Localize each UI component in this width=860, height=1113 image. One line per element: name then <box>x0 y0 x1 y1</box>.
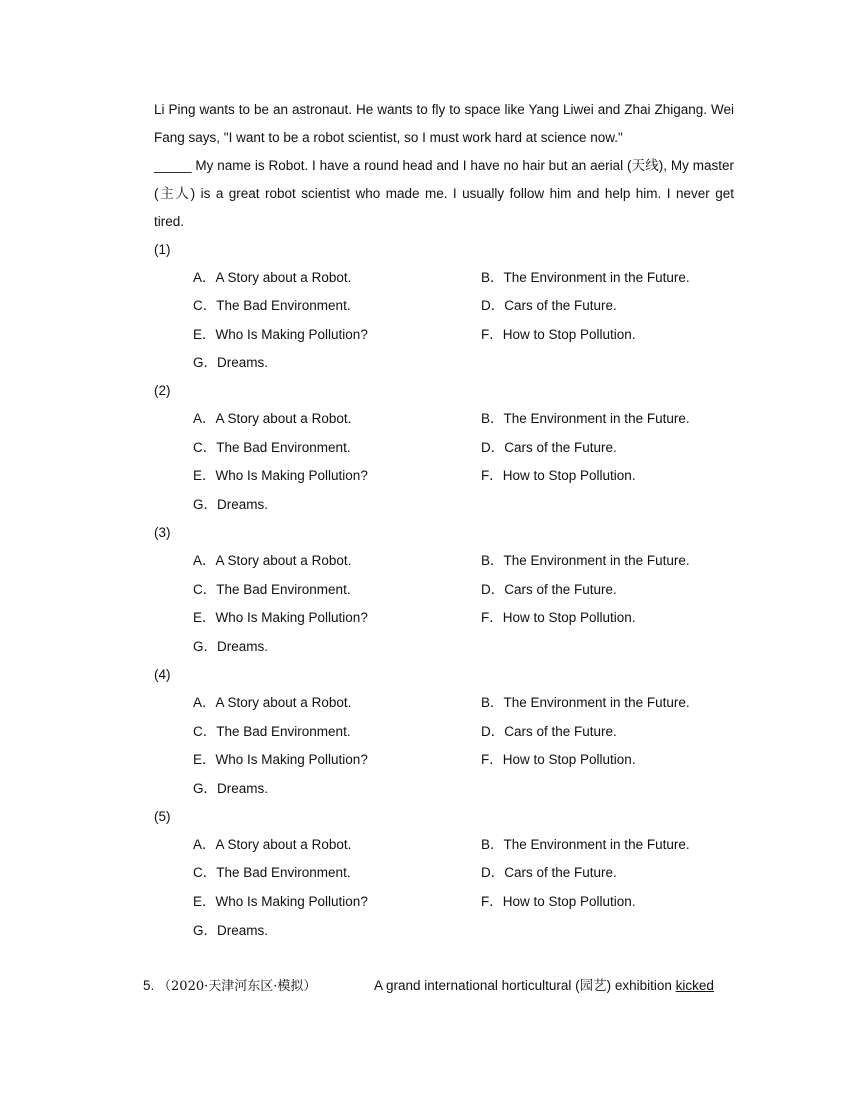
option-f[interactable]: F．How to Stop Pollution. <box>481 468 636 483</box>
option-e[interactable]: E．Who Is Making Pollution? <box>193 327 368 342</box>
option-f[interactable]: F．How to Stop Pollution. <box>481 327 636 342</box>
question-number: (1) <box>154 242 171 257</box>
option-c[interactable]: C．The Bad Environment. <box>193 440 351 455</box>
next-question-intro-line <box>374 976 714 996</box>
option-f[interactable]: F．How to Stop Pollution. <box>481 894 636 909</box>
next-question-number: 5. <box>143 978 155 993</box>
option-d[interactable]: D．Cars of the Future. <box>481 582 617 597</box>
passage-line-4: (主人) is a great robot scientist who made me. I usually follow him and help him. I never get <box>154 186 734 201</box>
next-question-header <box>143 976 734 997</box>
option-d[interactable]: D．Cars of the Future. <box>481 724 617 739</box>
question-number: (4) <box>154 667 171 682</box>
option-d[interactable]: D．Cars of the Future. <box>481 865 617 880</box>
option-c[interactable]: C．The Bad Environment. <box>193 298 351 313</box>
option-b[interactable]: B．The Environment in the Future. <box>481 270 690 285</box>
option-d[interactable]: D．Cars of the Future. <box>481 440 617 455</box>
option-e[interactable]: E．Who Is Making Pollution? <box>193 468 368 483</box>
option-f[interactable]: F．How to Stop Pollution. <box>481 752 636 767</box>
option-g[interactable]: G．Dreams. <box>193 639 269 654</box>
underlined-word: kicked <box>675 978 714 993</box>
option-b[interactable]: B．The Environment in the Future. <box>481 837 690 852</box>
option-g[interactable]: G．Dreams. <box>193 497 269 512</box>
option-e[interactable]: E．Who Is Making Pollution? <box>193 610 368 625</box>
option-g[interactable]: G．Dreams. <box>193 923 269 938</box>
option-c[interactable]: C．The Bad Environment. <box>193 865 351 880</box>
option-g[interactable]: G．Dreams. <box>193 355 269 370</box>
passage-line-5: tired. <box>154 214 185 229</box>
option-a[interactable]: A．A Story about a Robot. <box>193 837 352 852</box>
next-question-intro: A grand international horticultural (园艺) exhibition <box>374 978 672 993</box>
option-c[interactable]: C．The Bad Environment. <box>193 724 351 739</box>
option-d[interactable]: D．Cars of the Future. <box>481 298 617 313</box>
next-question-source: （2020·天津河东区·模拟） <box>158 979 317 994</box>
option-f[interactable]: F．How to Stop Pollution. <box>481 610 636 625</box>
option-a[interactable]: A．A Story about a Robot. <box>193 695 352 710</box>
option-a[interactable]: A．A Story about a Robot. <box>193 553 352 568</box>
option-a[interactable]: A．A Story about a Robot. <box>193 411 352 426</box>
passage-line-1: Li Ping wants to be an astronaut. He wants to fly to space like Yang Liwei and Zhai Zhigang. Wei <box>154 102 734 117</box>
question-number: (3) <box>154 525 171 540</box>
option-b[interactable]: B．The Environment in the Future. <box>481 553 690 568</box>
passage-line-2: Fang says, "I want to be a robot scientist, so I must work hard at science now." <box>154 130 623 145</box>
option-b[interactable]: B．The Environment in the Future. <box>481 695 690 710</box>
option-c[interactable]: C．The Bad Environment. <box>193 582 351 597</box>
option-e[interactable]: E．Who Is Making Pollution? <box>193 752 368 767</box>
question-number: (2) <box>154 383 171 398</box>
option-g[interactable]: G．Dreams. <box>193 781 269 796</box>
option-a[interactable]: A．A Story about a Robot. <box>193 270 352 285</box>
option-e[interactable]: E．Who Is Making Pollution? <box>193 894 368 909</box>
passage-line-3: _____ My name is Robot. I have a round head and I have no hair but an aerial (天线), My master <box>154 158 734 173</box>
question-number: (5) <box>154 809 171 824</box>
option-b[interactable]: B．The Environment in the Future. <box>481 411 690 426</box>
